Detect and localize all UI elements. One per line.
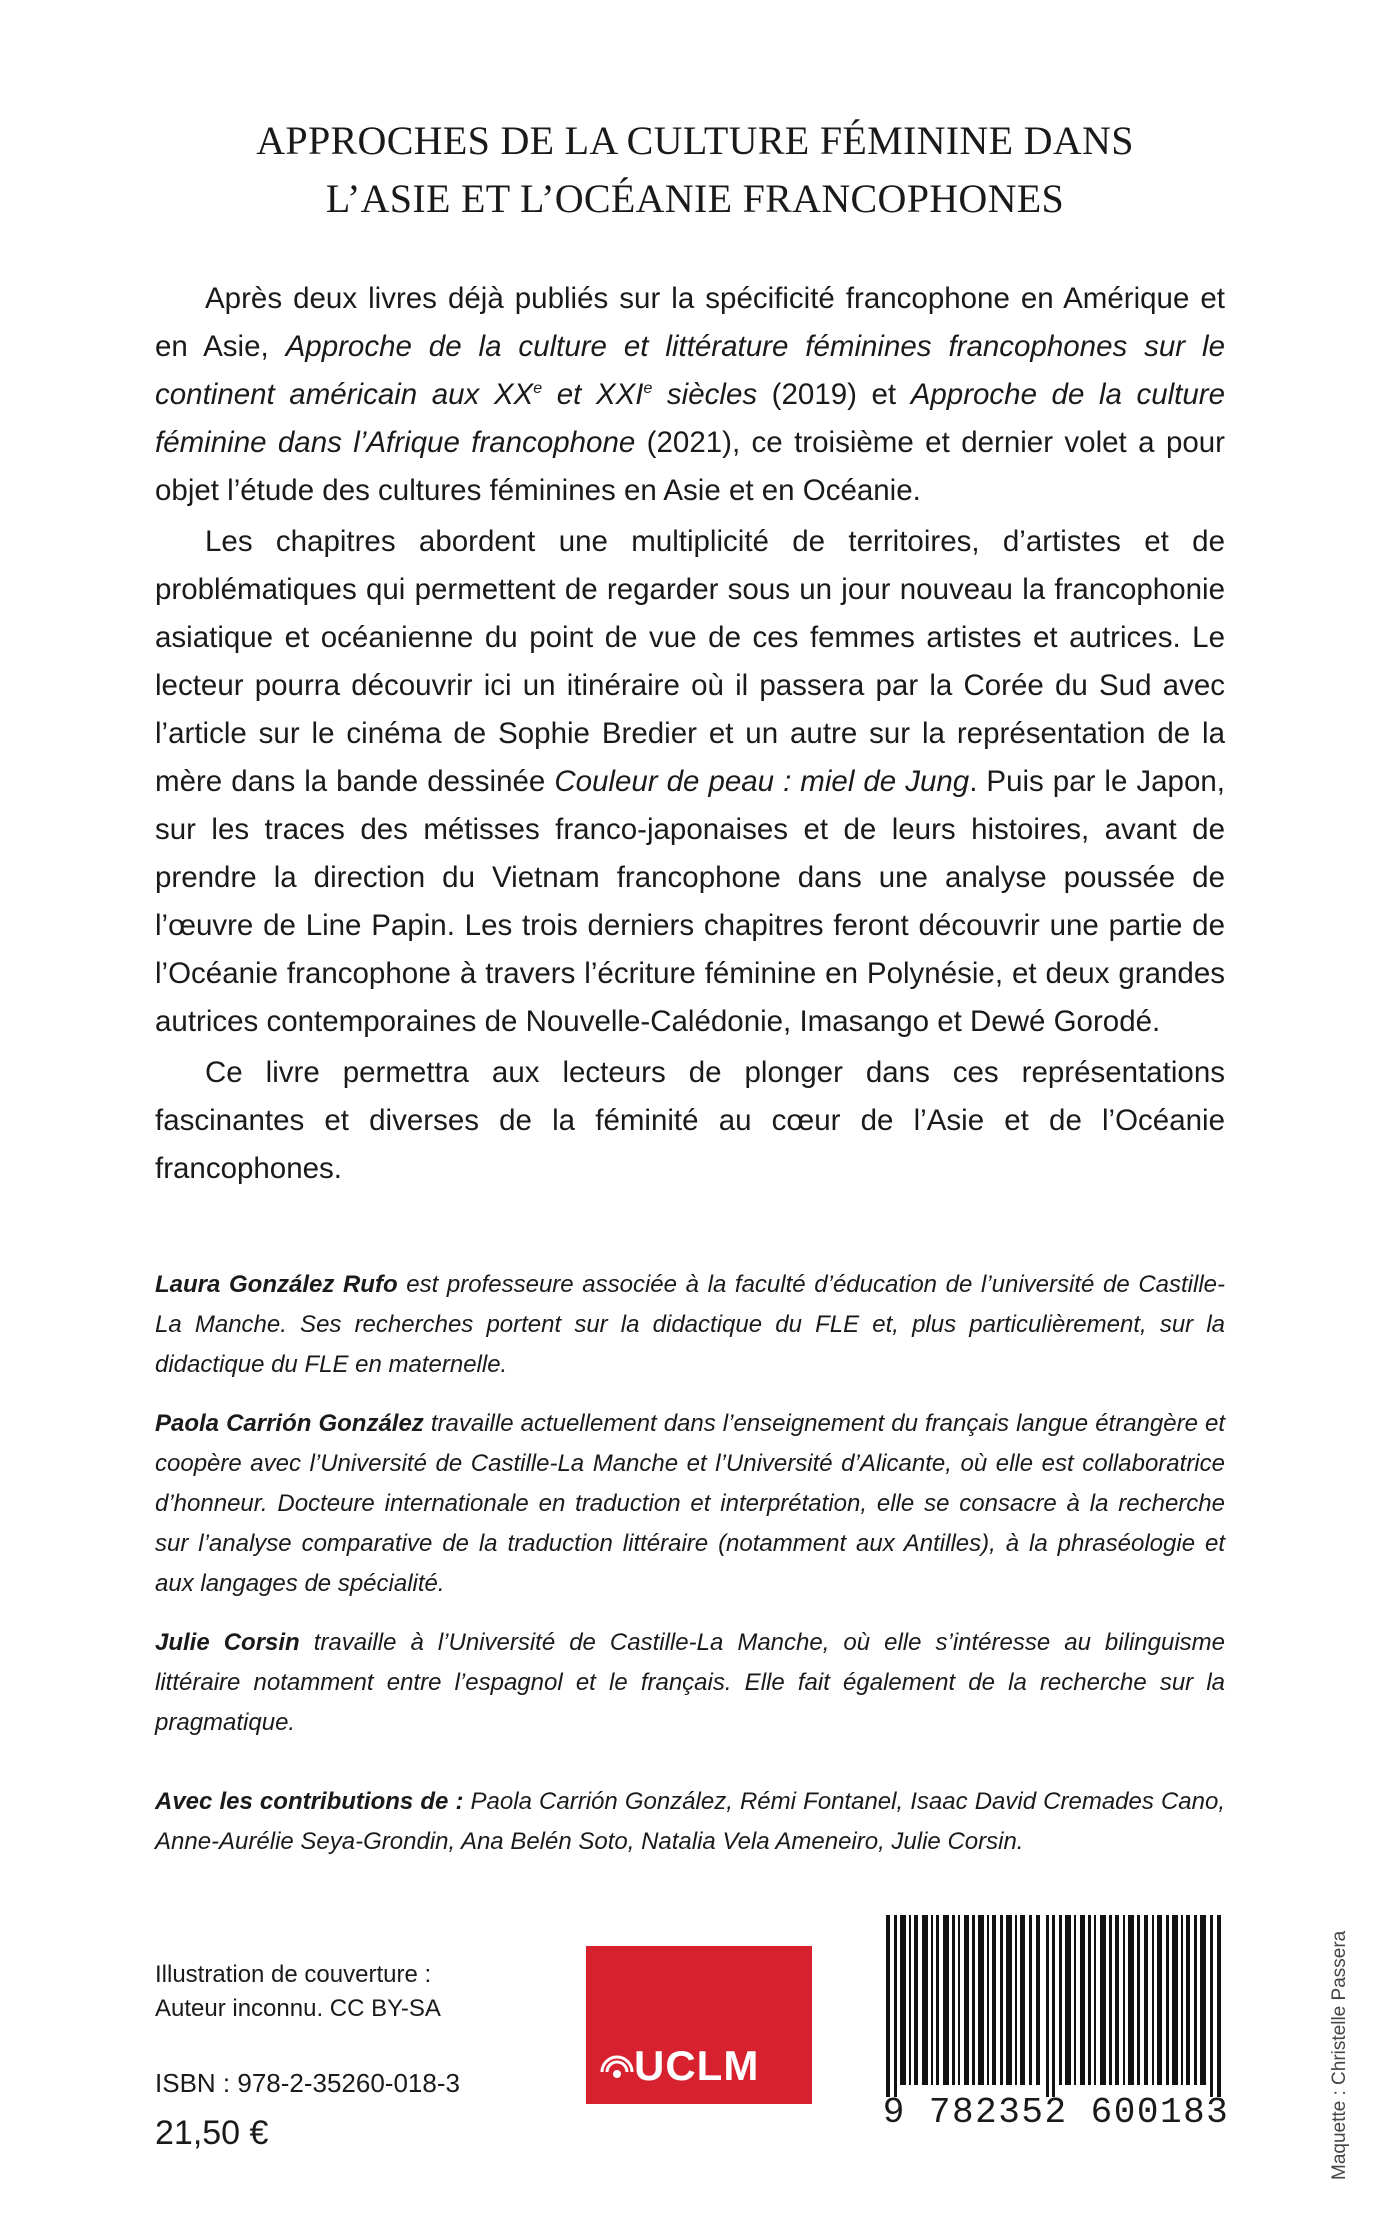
author-name: Laura González Rufo xyxy=(155,1271,398,1298)
contributors-list: Paola Carrión González, Rémi Fontanel, Isaac David Cremades Cano, Anne-Aurélie Seya-Grondin, Ana Belén Soto, Natalia Vela Ameneiro, Julie Corsin. xyxy=(155,1788,1226,1855)
summary xyxy=(155,275,1225,1196)
author-bio xyxy=(155,1404,1225,1604)
book-title-line-2: L’ASIE ET L’OCÉANIE FRANCOPHONES xyxy=(325,176,1065,221)
book-reference-2: Approche de la culture féminine dans l’Afrique francophone xyxy=(155,378,1226,459)
author-bio-text: est professeure associée à la faculté d’éducation de l’université de Castille-La Manche. Ses recherches portent sur la didactique du FLE et, plus particulièrement, sur la didactique du FLE en maternelle. xyxy=(155,1271,1226,1378)
author-bios xyxy=(155,1265,1225,1762)
superscript: e xyxy=(533,380,543,397)
book-title-line-1: APPROCHES DE LA CULTURE FÉMININE DANS xyxy=(256,118,1134,163)
summary-text: Les chapitres abordent une multiplicité de territoires, d’artistes et de problématiques qui permettent de regarder sous un jour nouveau la francophonie asiatique et océanienne du point de vue de ces femmes artistes et autrices. Le lecteur pourra découvrir ici un itinéraire où il passera par la Corée du Sud avec l’article sur le cinéma de Sophie Bredier et un autre sur la représentation de la mère dans la bande dessinée xyxy=(155,525,1225,798)
contributions-label: Avec les contributions de : xyxy=(155,1788,464,1815)
contributions xyxy=(155,1782,1225,1862)
barcode-bars xyxy=(886,1915,1226,2097)
author-bio-text: travaille à l’Université de Castille-La Manche, où elle s’intéresse au bilinguisme littéraire notamment entre l’espagnol et le français. Elle fait également de la recherche sur la pragmatique. xyxy=(155,1629,1225,1736)
summary-paragraph-3: Ce livre permettra aux lecteurs de plonger dans ces représentations fascinantes et diverses de la féminité au cœur de l’Asie et de l’Océanie francophones. xyxy=(155,1056,1225,1185)
summary-text: (2021), ce troisième et dernier volet a pour objet l’étude des cultures féminines en Asie et en Océanie. xyxy=(155,426,1225,507)
illustration-label: Illustration de couverture : xyxy=(155,1961,432,1988)
publisher-logo xyxy=(586,1946,812,2104)
summary-paragraph-1 xyxy=(155,275,1225,515)
uclm-emblem-icon xyxy=(600,2050,634,2084)
author-bio xyxy=(155,1623,1225,1743)
author-bio xyxy=(155,1265,1225,1385)
barcode xyxy=(882,1915,1230,2135)
author-name: Julie Corsin xyxy=(155,1629,300,1656)
price: 21,50 € xyxy=(155,2114,269,2152)
author-bio-text: travaille actuellement dans l’enseignement du français langue étrangère et coopère avec l’Université de Castille-La Manche et l’Université d’Alicante, où elle est collaboratrice d’honneur. Docteure internationale en traduction et interprétation, elle se consacre à la recherche sur l’analyse comparative de la traduction littéraire (notamment aux Antilles), à la phraséologie et aux langages de spécialité. xyxy=(155,1410,1225,1597)
comic-reference: Couleur de peau : miel de Jung xyxy=(554,765,970,798)
publisher-logo-text: UCLM xyxy=(634,2042,760,2089)
book-reference-1: Approche de la culture et littérature féminines francophones sur le continent américain aux XXe et XXIe siècles xyxy=(155,330,1225,411)
isbn: ISBN : 978-2-35260-018-3 xyxy=(155,2068,460,2098)
barcode-digits: 9 782352 600183 xyxy=(882,2092,1230,2133)
summary-text: Après deux livres déjà publiés sur la spécificité francophone en Amérique et en Asie, xyxy=(155,282,1225,363)
superscript: e xyxy=(643,380,653,397)
summary-text: . Puis par le Japon, sur les traces des métisses franco-japonaises et de leurs histoires, avant de prendre la direction du Vietnam francophone dans une analyse poussée de l’œuvre de Line Papin. Les trois derniers chapitres feront découvrir une partie de l’Océanie francophone à travers l’écriture féminine en Polynésie, et deux grandes autrices contemporaines de Nouvelle-Calédonie, Imasango et Dewé Gorodé. xyxy=(155,765,1225,1038)
author-name: Paola Carrión González xyxy=(155,1410,424,1437)
illustration-credit: Auteur inconnu. CC BY-SA xyxy=(155,1995,441,2022)
summary-text: (2019) et xyxy=(757,378,911,411)
layout-credit: Maquette : Christelle Passera xyxy=(1329,1930,1350,2180)
summary-paragraph-2 xyxy=(155,518,1225,1046)
cover-illustration-credit xyxy=(155,1958,515,2026)
book-title xyxy=(150,112,1240,228)
